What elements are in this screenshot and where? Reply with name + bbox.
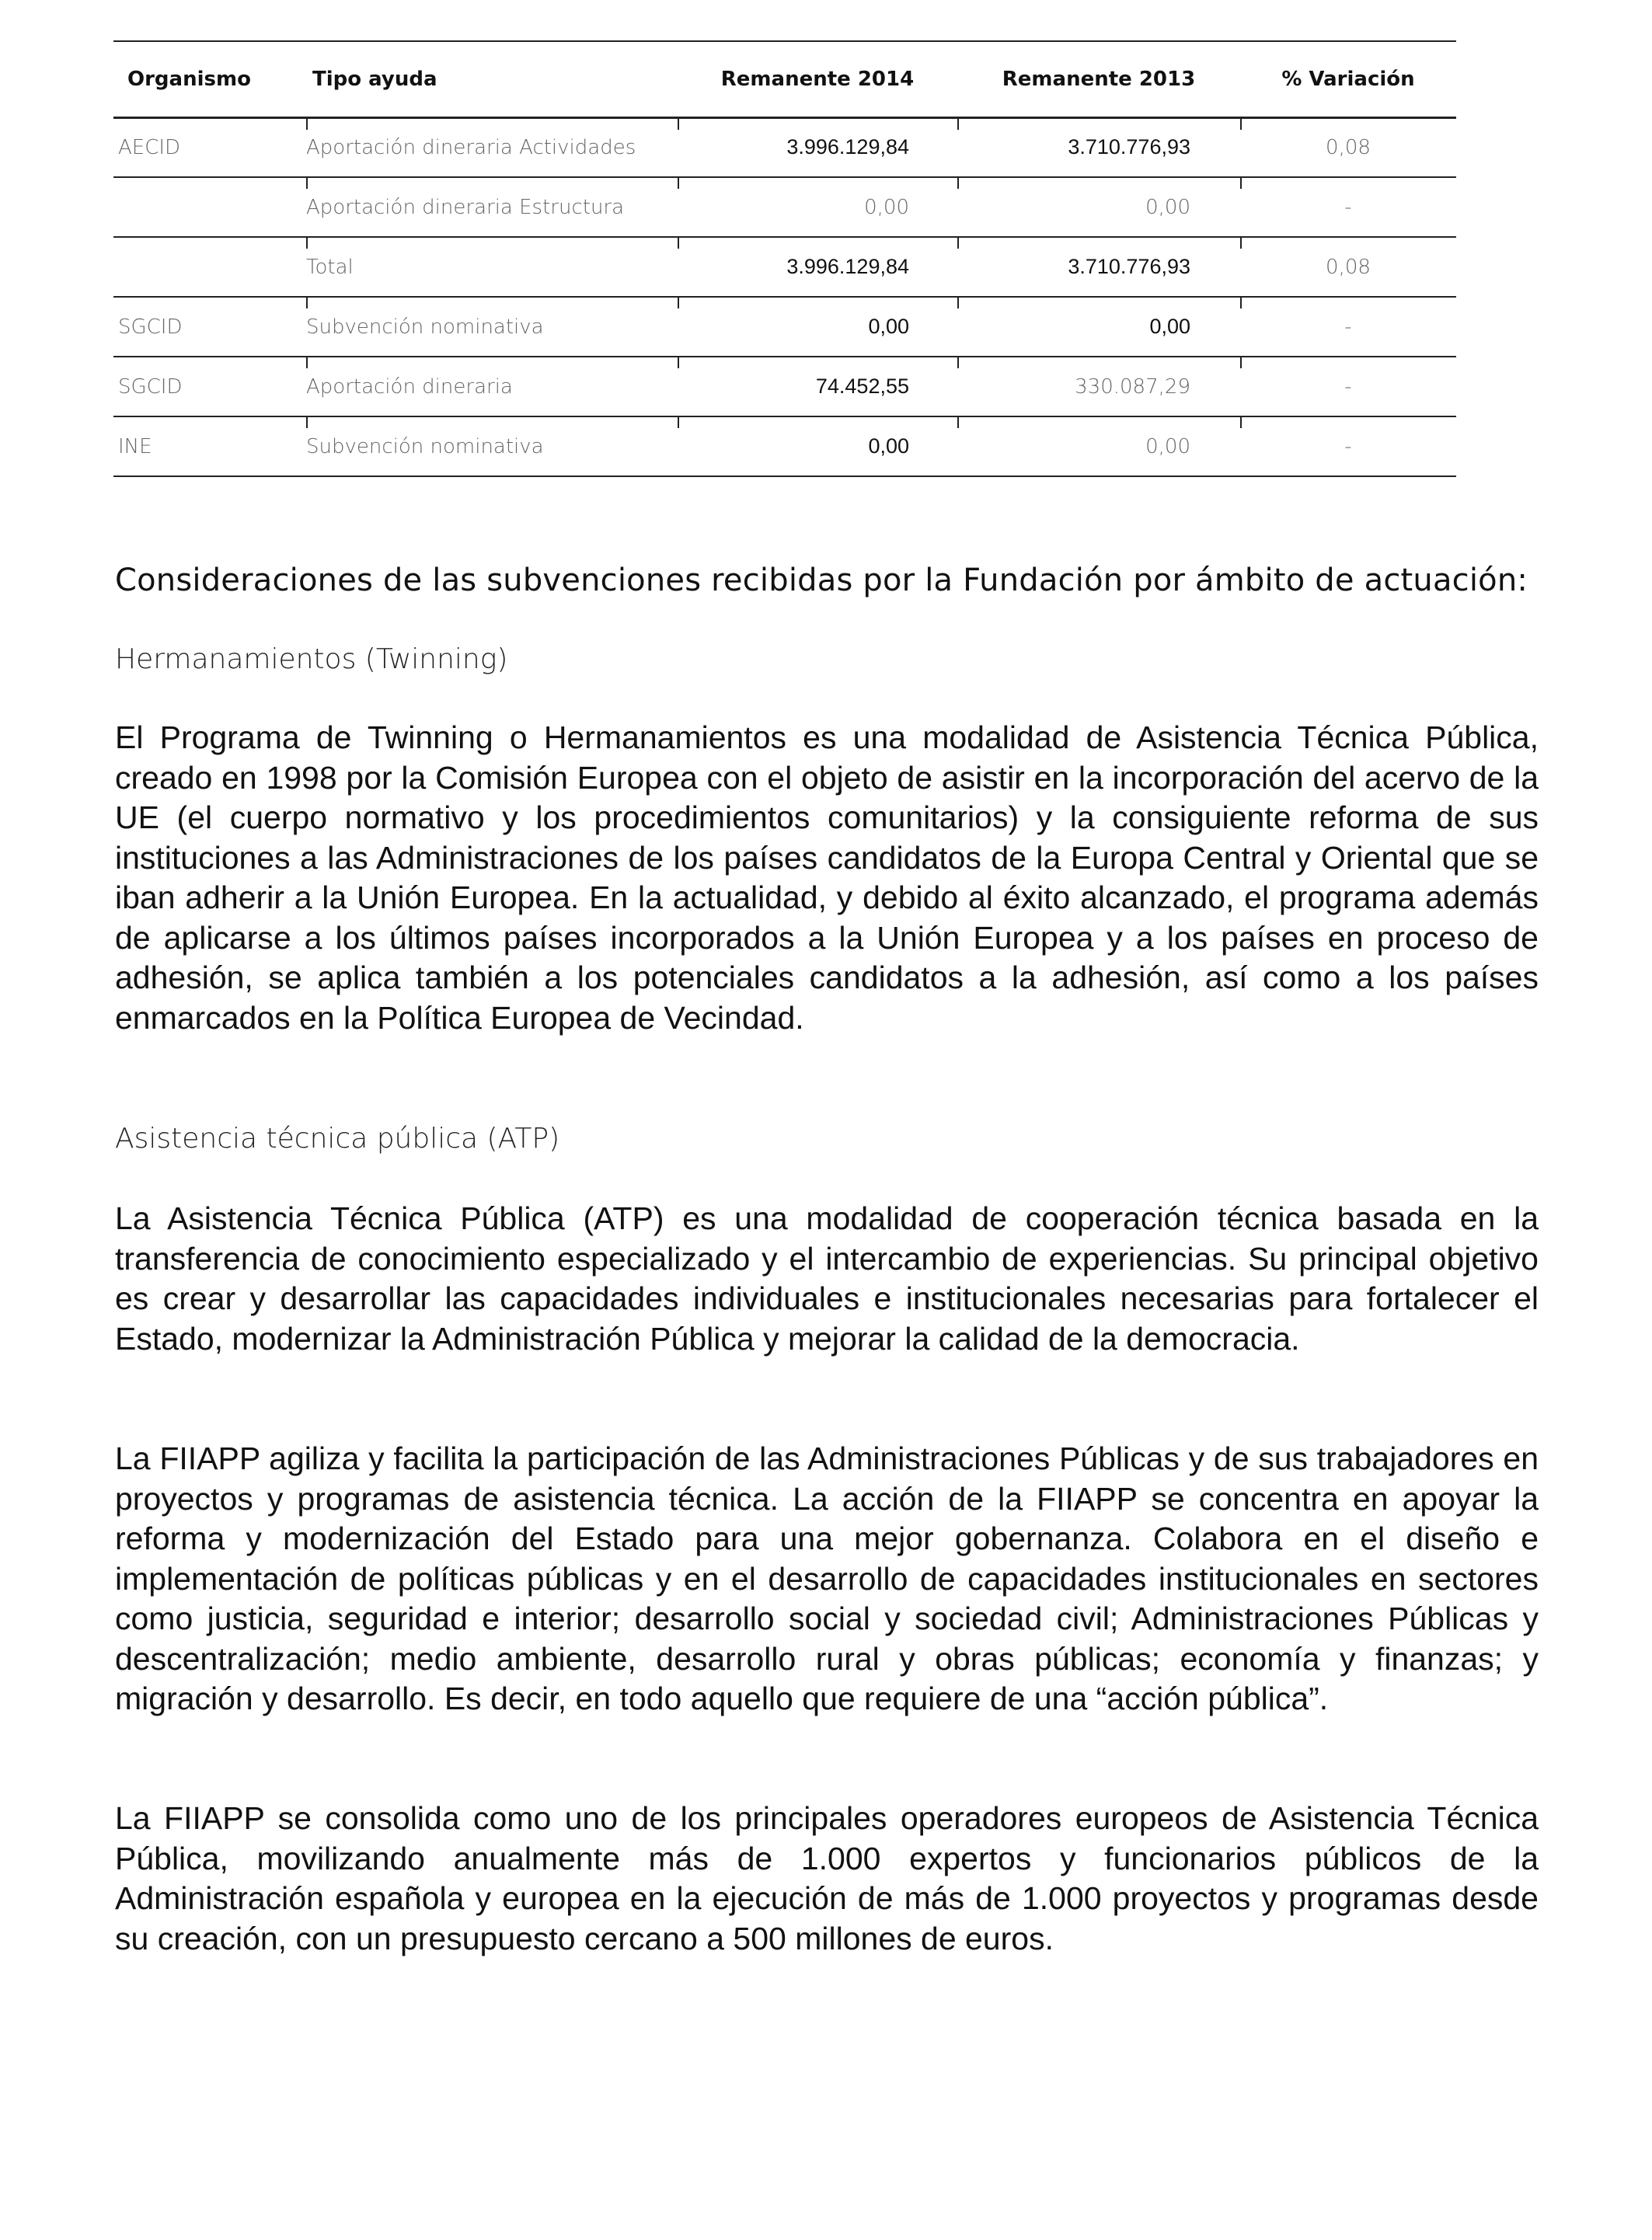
- cell-tipo: Subvención nominativa: [306, 416, 678, 476]
- cell-remanente-2013: 0,00: [957, 177, 1240, 237]
- table-row: [113, 357, 1456, 416]
- twinning-heading: Hermanamientos (Twinning): [115, 643, 508, 675]
- grants-remainder-table: [113, 40, 1456, 477]
- cell-tipo: Aportación dineraria Actividades: [306, 117, 678, 177]
- header-remanente-2013: Remanente 2013: [957, 41, 1240, 117]
- cell-variacion: 0,08: [1240, 237, 1456, 297]
- cell-remanente-2014: 0,00: [678, 177, 957, 237]
- cell-remanente-2013: 0,00: [957, 297, 1240, 357]
- header-tipo-ayuda: Tipo ayuda: [306, 41, 678, 117]
- header-remanente-2014: Remanente 2014: [678, 41, 957, 117]
- table-row: [113, 117, 1456, 177]
- cell-remanente-2014: 3.996.129,84: [678, 237, 957, 297]
- cell-remanente-2014: 3.996.129,84: [678, 117, 957, 177]
- cell-tipo: Aportación dineraria: [306, 357, 678, 416]
- section-heading: Consideraciones de las subvenciones recibidas por la Fundación por ámbito de actuación:: [115, 563, 1528, 598]
- cell-variacion: -: [1240, 297, 1456, 357]
- cell-variacion: -: [1240, 177, 1456, 237]
- table-row: [113, 177, 1456, 237]
- atp-paragraph-1: La Asistencia Técnica Pública (ATP) es una modalidad de cooperación técnica basada en la transferencia de conocimiento especializado y el intercambio de experiencias. Su principal objetivo es crear y desarrollar las capacidades individuales e institucionales necesarias para fortalecer el Estado, modernizar la Administración Pública y mejorar la calidad de la democracia.: [115, 1200, 1539, 1357]
- cell-remanente-2013: 3.710.776,93: [957, 117, 1240, 177]
- cell-organismo: [113, 237, 306, 297]
- atp-paragraph-3: La FIIAPP se consolida como uno de los principales operadores europeos de Asistencia Técnica Pública, movilizando anualmente más de 1.000 expertos y funcionarios públicos de la Administración española y europea en la ejecución de más de 1.000 proyectos y programas desde su creación, con un presupuesto cercano a 500 millones de euros.: [115, 1800, 1539, 1956]
- header-variacion: % Variación: [1240, 41, 1456, 117]
- cell-tipo: Total: [306, 237, 678, 297]
- cell-remanente-2013: 3.710.776,93: [957, 237, 1240, 297]
- twinning-paragraph: El Programa de Twinning o Hermanamientos es una modalidad de Asistencia Técnica Pública, creado en 1998 por la Comisión Europea con el objeto de asistir en la incorporación del acervo de la UE (el cuerpo normativo y los procedimientos comunitarios) y la consiguiente reforma de sus instituciones a las Administraciones de los países candidatos de la Europa Central y Oriental que se iban adherir a la Unión Europea. En la actualidad, y debido al éxito alcanzado, el programa además de aplicarse a los últimos países incorporados a la Unión Europea y a los países en proceso de adhesión, se aplica también a los potenciales candidatos a la adhesión, así como a los países enmarcados en la Política Europea de Vecindad.: [115, 719, 1539, 1036]
- cell-organismo: AECID: [113, 117, 306, 177]
- cell-tipo: Aportación dineraria Estructura: [306, 177, 678, 237]
- atp-heading: Asistencia técnica pública (ATP): [115, 1123, 560, 1155]
- header-organismo: Organismo: [113, 41, 306, 117]
- cell-remanente-2014: 0,00: [678, 416, 957, 476]
- table-row: [113, 416, 1456, 476]
- cell-variacion: -: [1240, 416, 1456, 476]
- cell-remanente-2013: 0,00: [957, 416, 1240, 476]
- cell-organismo: SGCID: [113, 297, 306, 357]
- cell-organismo: SGCID: [113, 357, 306, 416]
- atp-paragraph-2: La FIIAPP agiliza y facilita la participación de las Administraciones Públicas y de sus trabajadores en proyectos y programas de asistencia técnica. La acción de la FIIAPP se concentra en apoyar la reforma y modernización del Estado para una mejor gobernanza. Colabora en el diseño e implementación de políticas públicas y en el desarrollo de capacidades institucionales en sectores como justicia, seguridad e interior; desarrollo social y sociedad civil; Administraciones Públicas y descentralización; medio ambiente, desarrollo rural y obras públicas; economía y finanzas; y migración y desarrollo. Es decir, en todo aquello que requiere de una “acción pública”.: [115, 1440, 1539, 1716]
- cell-tipo: Subvención nominativa: [306, 297, 678, 357]
- cell-remanente-2014: 0,00: [678, 297, 957, 357]
- cell-variacion: 0,08: [1240, 117, 1456, 177]
- table-row: [113, 237, 1456, 297]
- cell-remanente-2013: 330.087,29: [957, 357, 1240, 416]
- table-row: [113, 297, 1456, 357]
- cell-organismo: [113, 177, 306, 237]
- cell-organismo: INE: [113, 416, 306, 476]
- cell-variacion: -: [1240, 357, 1456, 416]
- table-header-row: [113, 41, 1456, 117]
- cell-remanente-2014: 74.452,55: [678, 357, 957, 416]
